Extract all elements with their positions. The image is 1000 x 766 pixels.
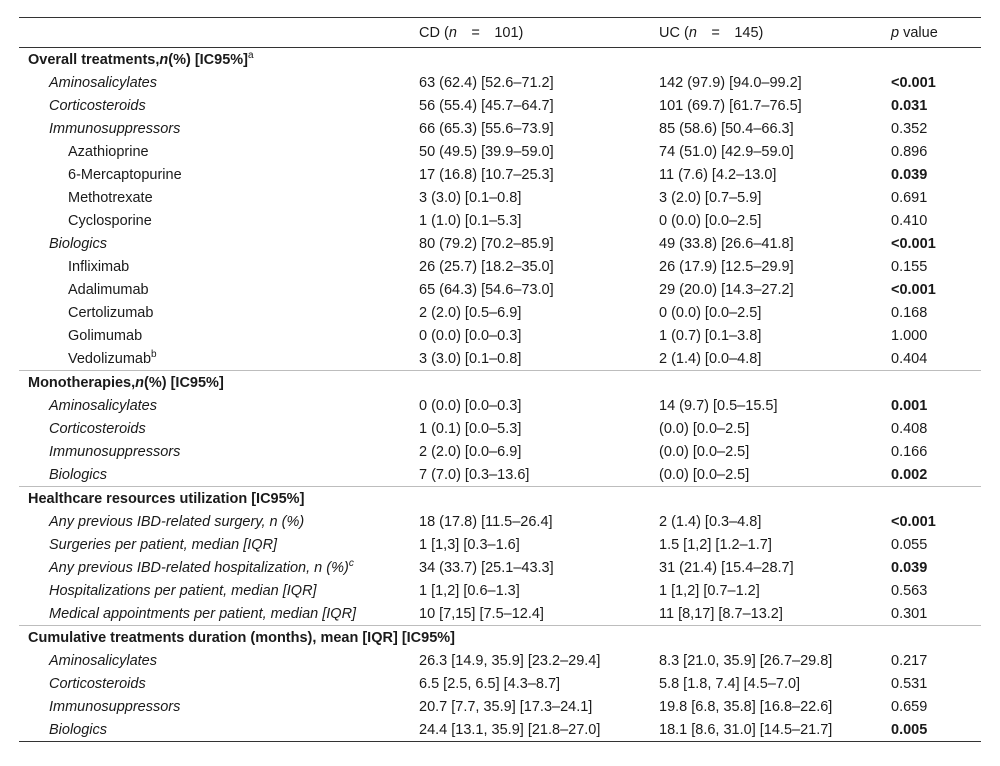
table-row xyxy=(19,186,981,209)
row-label: 6-Mercaptopurine xyxy=(68,166,182,183)
row-label: Aminosalicylates xyxy=(49,652,157,669)
p-value: 0.301 xyxy=(891,605,928,622)
p-value: 1.000 xyxy=(891,327,928,344)
table-row xyxy=(19,510,981,533)
row-label: Biologics xyxy=(49,721,108,738)
section-title-n: n xyxy=(159,51,169,68)
p-value: 0.166 xyxy=(891,443,928,460)
table-row xyxy=(19,533,981,556)
table-row xyxy=(19,324,981,347)
p-value: 0.659 xyxy=(891,698,928,715)
cd-value: 6.5 [2.5, 6.5] [4.3–8.7] xyxy=(419,675,561,692)
uc-value: 1 [1,2] [0.7–1.2] xyxy=(659,582,760,599)
table-row xyxy=(19,117,981,140)
cd-value: 7 (7.0) [0.3–13.6] xyxy=(419,466,530,483)
table-row xyxy=(19,672,981,695)
p-value: 0.168 xyxy=(891,304,928,321)
row-label: Biologics xyxy=(49,466,108,483)
uc-value: 142 (97.9) [94.0–99.2] xyxy=(659,74,802,91)
uc-value: 1 (0.7) [0.1–3.8] xyxy=(659,327,762,344)
row-label: Aminosalicylates xyxy=(49,397,157,414)
cd-value: 65 (64.3) [54.6–73.0] xyxy=(419,281,554,298)
header-cd: CD (n = 101) xyxy=(419,18,659,48)
cd-value: 0 (0.0) [0.0–0.3] xyxy=(419,397,522,414)
uc-value: 26 (17.9) [12.5–29.9] xyxy=(659,258,794,275)
row-label-cell xyxy=(19,347,419,371)
row-label: Corticosteroids xyxy=(49,420,146,437)
table-row xyxy=(19,347,981,371)
cd-value: 1 [1,3] [0.3–1.6] xyxy=(419,536,520,553)
uc-value: 14 (9.7) [0.5–15.5] xyxy=(659,397,778,414)
table-row xyxy=(19,278,981,301)
row-label: Vedolizumab xyxy=(68,350,152,367)
uc-value: 85 (58.6) [50.4–66.3] xyxy=(659,120,794,137)
row-label: Immunosuppressors xyxy=(49,120,181,137)
section-header-cumulative xyxy=(19,626,981,650)
table-row xyxy=(19,301,981,324)
uc-value: 3 (2.0) [0.7–5.9] xyxy=(659,189,762,206)
header-p-value: p value xyxy=(891,18,981,48)
section-title-rest: (%) [IC95%] xyxy=(168,51,248,68)
row-label: Immunosuppressors xyxy=(49,443,181,460)
uc-value: 8.3 [21.0, 35.9] [26.7–29.8] xyxy=(659,652,833,669)
p-value: <0.001 xyxy=(891,513,936,530)
section-title: Monotherapies, xyxy=(28,374,136,391)
section-header-monotherapies xyxy=(19,371,981,395)
section-title: Healthcare resources utilization [IC95%] xyxy=(28,490,305,507)
p-value: 0.896 xyxy=(891,143,928,160)
uc-value: 11 (7.6) [4.2–13.0] xyxy=(659,166,777,183)
uc-value: 74 (51.0) [42.9–59.0] xyxy=(659,143,794,160)
footnote-marker: c xyxy=(348,557,354,569)
table-row xyxy=(19,209,981,232)
uc-value: 29 (20.0) [14.3–27.2] xyxy=(659,281,794,298)
cd-value: 18 (17.8) [11.5–26.4] xyxy=(419,513,553,530)
section-title: Cumulative treatments duration (months), mean [IQR] [IC95%] xyxy=(28,629,455,646)
row-label: Adalimumab xyxy=(68,281,149,298)
table-row xyxy=(19,695,981,718)
uc-value: 0 (0.0) [0.0–2.5] xyxy=(659,212,762,229)
cd-value: 20.7 [7.7, 35.9] [17.3–24.1] xyxy=(419,698,593,715)
cd-value: 2 (2.0) [0.0–6.9] xyxy=(419,443,522,460)
table-row xyxy=(19,417,981,440)
uc-value: 0 (0.0) [0.0–2.5] xyxy=(659,304,762,321)
section-title-rest: (%) [IC95%] xyxy=(144,374,224,391)
footnote-marker: b xyxy=(151,348,157,360)
section-header-overall xyxy=(19,48,981,72)
table-row xyxy=(19,394,981,417)
table-row xyxy=(19,649,981,672)
p-value: 0.055 xyxy=(891,536,928,553)
row-label: Certolizumab xyxy=(68,304,154,321)
uc-value: 2 (1.4) [0.3–4.8] xyxy=(659,513,762,530)
cd-value: 24.4 [13.1, 35.9] [21.8–27.0] xyxy=(419,721,601,738)
cd-value: 2 (2.0) [0.5–6.9] xyxy=(419,304,522,321)
uc-value: (0.0) [0.0–2.5] xyxy=(659,466,750,483)
p-value: <0.001 xyxy=(891,235,936,252)
uc-value: 49 (33.8) [26.6–41.8] xyxy=(659,235,794,252)
cd-value: 1 [1,2] [0.6–1.3] xyxy=(419,582,520,599)
uc-value: 31 (21.4) [15.4–28.7] xyxy=(659,559,794,576)
row-label: Corticosteroids xyxy=(49,675,146,692)
row-label: Corticosteroids xyxy=(49,97,146,114)
header-uc: UC (n = 145) xyxy=(659,18,891,48)
p-value: 0.408 xyxy=(891,420,928,437)
p-value: 0.005 xyxy=(891,721,928,738)
cd-value: 66 (65.3) [55.6–73.9] xyxy=(419,120,554,137)
cd-value: 3 (3.0) [0.1–0.8] xyxy=(419,350,522,367)
uc-value: 18.1 [8.6, 31.0] [14.5–21.7] xyxy=(659,721,833,738)
table-row xyxy=(19,94,981,117)
p-value: 0.404 xyxy=(891,350,928,367)
p-value: 0.002 xyxy=(891,466,928,483)
results-table xyxy=(19,17,981,742)
uc-value: 11 [8,17] [8.7–13.2] xyxy=(659,605,783,622)
uc-value: 101 (69.7) [61.7–76.5] xyxy=(659,97,802,114)
row-label: Medical appointments per patient, median [IQR] xyxy=(49,605,357,622)
p-value: <0.001 xyxy=(891,74,936,91)
p-value: 0.531 xyxy=(891,675,928,692)
row-label: Immunosuppressors xyxy=(49,698,181,715)
p-value: 0.217 xyxy=(891,652,928,669)
cd-value: 56 (55.4) [45.7–64.7] xyxy=(419,97,554,114)
p-value: 0.039 xyxy=(891,166,928,183)
table-row xyxy=(19,556,981,579)
cd-value: 34 (33.7) [25.1–43.3] xyxy=(419,559,554,576)
cd-value: 1 (0.1) [0.0–5.3] xyxy=(419,420,522,437)
footnote-marker: a xyxy=(248,49,254,61)
p-value: 0.155 xyxy=(891,258,928,275)
table-row xyxy=(19,579,981,602)
p-value: 0.563 xyxy=(891,582,928,599)
table-row xyxy=(19,463,981,487)
header-empty-cell xyxy=(19,18,419,48)
table-row xyxy=(19,602,981,626)
table-row xyxy=(19,440,981,463)
row-label: Biologics xyxy=(49,235,108,252)
section-title: Overall treatments, xyxy=(28,51,160,68)
uc-value: (0.0) [0.0–2.5] xyxy=(659,443,750,460)
uc-value: 2 (1.4) [0.0–4.8] xyxy=(659,350,762,367)
cd-value: 26.3 [14.9, 35.9] [23.2–29.4] xyxy=(419,652,601,669)
cd-value: 1 (1.0) [0.1–5.3] xyxy=(419,212,522,229)
table-row xyxy=(19,163,981,186)
uc-value: 1.5 [1,2] [1.2–1.7] xyxy=(659,536,772,553)
table-row xyxy=(19,255,981,278)
table-row xyxy=(19,232,981,255)
table-row xyxy=(19,140,981,163)
p-value: 0.352 xyxy=(891,120,928,137)
uc-value: (0.0) [0.0–2.5] xyxy=(659,420,750,437)
p-value: 0.031 xyxy=(891,97,928,114)
cd-value: 0 (0.0) [0.0–0.3] xyxy=(419,327,522,344)
row-label: Aminosalicylates xyxy=(49,74,157,91)
p-value: 0.410 xyxy=(891,212,928,229)
uc-value: 19.8 [6.8, 35.8] [16.8–22.6] xyxy=(659,698,833,715)
cd-value: 80 (79.2) [70.2–85.9] xyxy=(419,235,554,252)
cd-value: 10 [7,15] [7.5–12.4] xyxy=(419,605,544,622)
row-label: Azathioprine xyxy=(68,143,149,160)
row-label-cell xyxy=(19,556,419,579)
cd-value: 26 (25.7) [18.2–35.0] xyxy=(419,258,554,275)
row-label: Hospitalizations per patient, median [IQR] xyxy=(49,582,317,599)
cd-value: 3 (3.0) [0.1–0.8] xyxy=(419,189,522,206)
table-header-row xyxy=(19,18,981,48)
cd-value: 63 (62.4) [52.6–71.2] xyxy=(419,74,554,91)
uc-value: 5.8 [1.8, 7.4] [4.5–7.0] xyxy=(659,675,801,692)
p-value: 0.001 xyxy=(891,397,928,414)
section-header-healthcare xyxy=(19,487,981,511)
section-title-n: n xyxy=(135,374,145,391)
row-label: Cyclosporine xyxy=(68,212,152,229)
p-value: <0.001 xyxy=(891,281,936,298)
row-label: Golimumab xyxy=(68,327,143,344)
row-label: Any previous IBD-related hospitalization, n (%) xyxy=(49,559,349,576)
table-row xyxy=(19,718,981,742)
p-value: 0.691 xyxy=(891,189,928,206)
p-value: 0.039 xyxy=(891,559,928,576)
row-label: Surgeries per patient, median [IQR] xyxy=(49,536,278,553)
row-label: Methotrexate xyxy=(68,189,153,206)
cd-value: 17 (16.8) [10.7–25.3] xyxy=(419,166,554,183)
table-row xyxy=(19,71,981,94)
cd-value: 50 (49.5) [39.9–59.0] xyxy=(419,143,554,160)
row-label: Infliximab xyxy=(68,258,130,275)
row-label: Any previous IBD-related surgery, n (%) xyxy=(49,513,305,530)
